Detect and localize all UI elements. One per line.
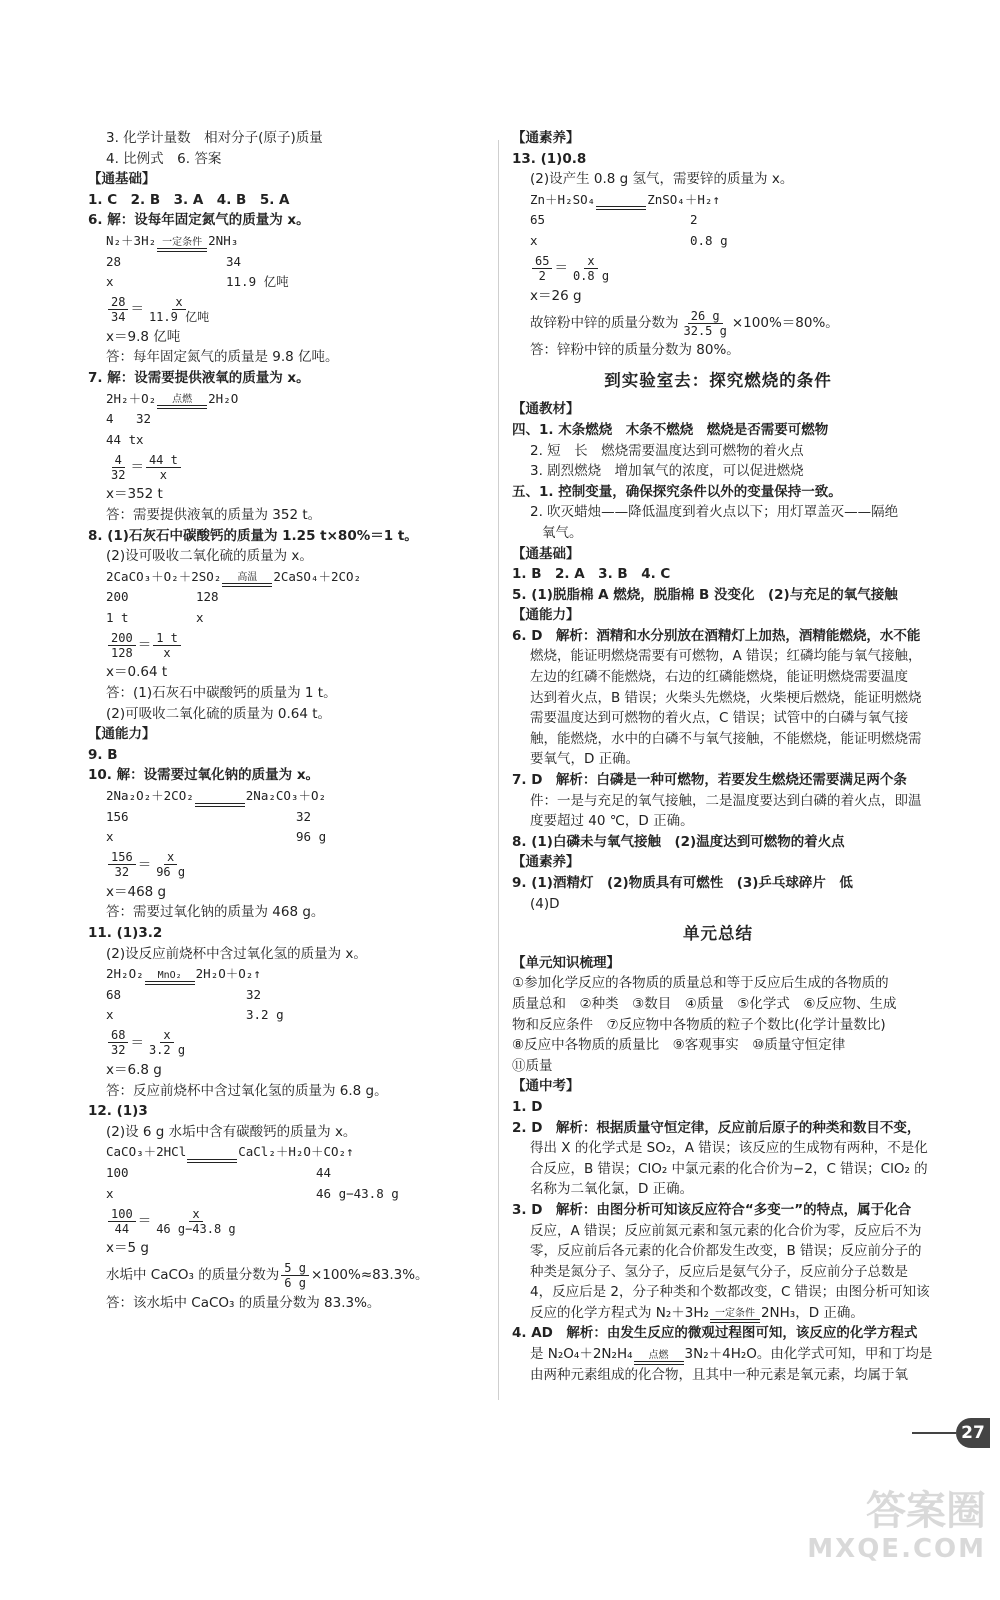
answer-line: (4)D bbox=[530, 895, 560, 912]
answer-line: 答：每年固定氮气的质量是 9.8 亿吨。 bbox=[106, 349, 339, 366]
analysis-line: 度要超过 40 ℃，D 正确。 bbox=[530, 813, 694, 830]
question-line: 6. 解：设每年固定氮气的质量为 x。 bbox=[88, 212, 310, 229]
answer-line: 8. (1)白磷未与氧气接触 (2)温度达到可燃物的着火点 bbox=[512, 833, 845, 850]
proportion: $\frac{4}{32}$ ＝ $\frac{44 t}{x}$ bbox=[88, 450, 488, 484]
text-line: (2)设可吸收二氧化硫的质量为 x。 bbox=[106, 548, 313, 565]
answer-line: 答：需要提供液氧的质量为 352 t。 bbox=[106, 506, 322, 523]
chemical-equation: Zn＋H₂SO₄ ZnSO₄＋H₂↑ bbox=[512, 190, 924, 211]
question-line: 10. 解：设需要过氧化钠的质量为 x。 bbox=[88, 767, 320, 784]
question-line: 7. 解：设需要提供液氧的质量为 x。 bbox=[88, 369, 310, 386]
answer-line: 2. 吹灭蜡烛——降低温度到着火点以下；用灯罩盖灭——隔绝 bbox=[530, 504, 899, 521]
analysis-line: 合反应，B 错误；ClO₂ 中氯元素的化合价为−2，C 错误；ClO₂ 的 bbox=[530, 1160, 928, 1177]
proportion: $\frac{65}{2}$ ＝ $\frac{x}{0.8 g}$ bbox=[512, 252, 924, 286]
chemical-equation: 2CaCO₃＋O₂＋2SO₂ 高温 2CaSO₄＋2CO₂ bbox=[88, 567, 488, 588]
section-tag: 【通教材】 bbox=[512, 401, 580, 418]
result-line: x＝6.8 g bbox=[106, 1061, 162, 1078]
answer-line: 1. D bbox=[512, 1098, 543, 1115]
analysis-line: 触，能燃烧，水中的白磷不与氧气接触，不能燃烧，能证明燃烧需 bbox=[530, 730, 922, 747]
answer-line: 9. (1)酒精灯 (2)物质具有可燃性 (3)乒乓球碎片 低 bbox=[512, 875, 853, 891]
left-column bbox=[88, 128, 488, 1313]
answer-line: 1. C 2. B 3. A 4. B 5. A bbox=[88, 191, 290, 208]
mass-line: 28 34 bbox=[106, 253, 242, 269]
chemical-equation: 2H₂＋O₂ 点燃 2H₂O bbox=[88, 389, 488, 410]
mass-line: x 3.2 g bbox=[106, 1007, 284, 1023]
mass-line: 68 32 bbox=[106, 986, 262, 1002]
mass-line: 1 t x bbox=[106, 609, 204, 625]
analysis-line: 燃烧，能证明燃烧需要有可燃物，A 错误；红磷均能与氧气接触， bbox=[530, 648, 922, 665]
column-divider bbox=[498, 140, 499, 1400]
result-line: x＝5 g bbox=[106, 1240, 149, 1257]
proportion: $\frac{68}{32}$ ＝ $\frac{x}{3.2 g}$ bbox=[88, 1026, 488, 1060]
proportion: $\frac{156}{32}$ ＝ $\frac{x}{96 g}$ bbox=[88, 848, 488, 882]
answer-line: 答：需要过氧化钠的质量为 468 g。 bbox=[106, 904, 325, 921]
analysis-line: 零，反应前后各元素的化合价都发生改变，B 错误；反应前分子的 bbox=[530, 1243, 922, 1260]
answer-line: 答：锌粉中锌的质量分数为 80%。 bbox=[530, 342, 740, 359]
answer-line: 答：该水垢中 CaCO₃ 的质量分数为 83.3%。 bbox=[106, 1294, 381, 1311]
knowledge-line: 质量总和 ②种类 ③数目 ④质量 ⑤化学式 ⑥反应物、生成 bbox=[512, 995, 897, 1012]
knowledge-line: ①参加化学反应的各物质的质量总和等于反应后生成的各物质的 bbox=[512, 975, 889, 992]
analysis-line: 是 N₂O₄＋2N₂H₄ 点燃 3N₂＋4H₂O。由化学式可知，甲和丁均是 bbox=[512, 1344, 924, 1365]
answer-line: 3. 剧烈燃烧 增加氧气的浓度，可以促进燃烧 bbox=[530, 463, 804, 480]
analysis-line: 件：一是与充足的氧气接触，二是温度要达到白磷的着火点，即温 bbox=[530, 792, 922, 809]
text-line: (2)设 6 g 水垢中含有碳酸钙的质量为 x。 bbox=[106, 1123, 357, 1140]
analysis-line: 7. D 解析：白磷是一种可燃物，若要发生燃烧还需要满足两个条 bbox=[512, 772, 907, 789]
watermark-url: MXQE.COM bbox=[807, 1534, 986, 1564]
analysis-line: 6. D 解析：酒精和水分别放在酒精灯上加热，酒精能燃烧，水不能 bbox=[512, 627, 921, 644]
mass-line: 4 32 bbox=[106, 411, 152, 427]
answer-line: 1. B 2. A 3. B 4. C bbox=[512, 566, 671, 583]
chemical-equation: N₂＋3H₂ 一定条件 2NH₃ bbox=[88, 231, 488, 252]
section-tag: 【通能力】 bbox=[88, 726, 156, 743]
question-line: 12. (1)3 bbox=[88, 1103, 148, 1120]
knowledge-line: ⑧反应中各物质的质量比 ⑨客观事实 ⑩质量守恒定律 bbox=[512, 1037, 846, 1054]
result-line: x＝468 g bbox=[106, 883, 167, 900]
page-number: 27 bbox=[956, 1418, 990, 1448]
text-line: 4. 比例式 6. 答案 bbox=[106, 150, 222, 167]
page-number-rule bbox=[912, 1432, 956, 1434]
analysis-line: 名称为二氧化氯，D 正确。 bbox=[530, 1181, 694, 1198]
section-tag: 【通基础】 bbox=[512, 545, 580, 562]
result-line: x＝352 t bbox=[106, 486, 163, 503]
analysis-line: 种类是氮分子、氢分子，反应后是氨气分子，反应前分子总数是 bbox=[530, 1263, 908, 1280]
mass-line: x 11.9 亿吨 bbox=[106, 274, 289, 290]
mass-line: 100 44 bbox=[106, 1164, 332, 1180]
watermark bbox=[796, 1488, 986, 1584]
analysis-line: 要氧气，D 正确。 bbox=[530, 751, 640, 768]
chemical-equation: 2Na₂O₂＋2CO₂ 2Na₂CO₃＋O₂ bbox=[88, 786, 488, 807]
section-tag: 【通能力】 bbox=[512, 607, 580, 624]
section-heading: 单元总结 bbox=[683, 924, 753, 944]
percentage-line: 水垢中 CaCO₃ 的质量分数为 $\frac{5 g}{6 g}$ ×100%≈83.3%。 bbox=[106, 1261, 429, 1291]
mass-line: 156 32 bbox=[106, 808, 312, 824]
mass-line: 200 128 bbox=[106, 589, 219, 605]
result-line: x＝0.64 t bbox=[106, 664, 168, 681]
result-line: x＝9.8 亿吨 bbox=[106, 328, 181, 345]
proportion: $\frac{200}{128}$ ＝ $\frac{1 t}{x}$ bbox=[88, 628, 488, 662]
answer-line: 四、1. 木条燃烧 木条不燃烧 燃烧是否需要可燃物 bbox=[512, 421, 829, 438]
text-line: 3. 化学计量数 相对分子(原子)质量 bbox=[106, 130, 323, 146]
answer-line: 答：反应前烧杯中含过氧化氢的质量为 6.8 g。 bbox=[106, 1082, 388, 1099]
reaction-condition: 点燃 bbox=[157, 394, 207, 409]
right-column bbox=[512, 128, 933, 1385]
analysis-line: 左边的红磷不能燃烧，右边的红磷能燃烧，能证明燃烧需要温度 bbox=[530, 669, 908, 686]
analysis-line: 由两种元素组成的化合物，且其中一种元素是氧元素，均属于氧 bbox=[530, 1366, 908, 1383]
reaction-condition: 一定条件 bbox=[710, 1308, 760, 1323]
section-tag: 【单元知识梳理】 bbox=[512, 954, 620, 971]
analysis-line: 3. D 解析：由图分析可知该反应符合“多变一”的特点，属于化合 bbox=[512, 1201, 912, 1218]
result-line: x＝26 g bbox=[530, 287, 582, 304]
analysis-line: 反应，A 错误；反应前氮元素和氢元素的化合价为零，反应后不为 bbox=[530, 1222, 922, 1239]
chemical-equation: 2H₂O₂ MnO₂ 2H₂O＋O₂↑ bbox=[88, 964, 488, 985]
mass-line: 65 2 bbox=[530, 212, 698, 228]
question-line: 13. (1)0.8 bbox=[512, 150, 587, 167]
watermark-brand: 答案圈 bbox=[866, 1488, 986, 1534]
section-tag: 【通素养】 bbox=[512, 854, 580, 871]
section-heading: 到实验室去：探究燃烧的条件 bbox=[604, 370, 832, 390]
proportion: $\frac{100}{44}$ ＝ $\frac{x}{46 g-43.8 g}$ bbox=[88, 1204, 488, 1238]
mass-line: x 0.8 g bbox=[530, 232, 728, 248]
percentage-line: 故锌粉中锌的质量分数为 $\frac{26 g}{32.5 g}$ ×100%＝80%。 bbox=[530, 308, 839, 338]
analysis-line: 需要温度达到可燃物的着火点，C 错误；试管中的白磷与氧气接 bbox=[530, 710, 909, 727]
mass-line: x 46 g−43.8 g bbox=[106, 1185, 399, 1201]
analysis-line: 4，反应后是 2，分子种类和个数都改变，C 错误；由图分析可知该 bbox=[530, 1284, 930, 1301]
answer-line: 氧气。 bbox=[542, 524, 583, 541]
answer-line: (2)可吸收二氧化硫的质量为 0.64 t。 bbox=[106, 705, 332, 722]
analysis-line: 反应的化学方程式为 N₂＋3H₂ 一定条件 2NH₃，D 正确。 bbox=[512, 1303, 924, 1324]
reaction-condition: 点燃 bbox=[634, 1350, 684, 1365]
section-tag: 【通素养】 bbox=[512, 130, 580, 146]
text-line: (2)设产生 0.8 g 氢气，需要锌的质量为 x。 bbox=[530, 171, 794, 188]
knowledge-line: ⑪质量 bbox=[512, 1057, 553, 1074]
mass-line: 44 tx bbox=[106, 431, 144, 447]
answer-line: 9. B bbox=[88, 746, 118, 763]
section-tag: 【通中考】 bbox=[512, 1078, 580, 1095]
analysis-line: 4. AD 解析：由发生反应的微观过程图可知，该反应的化学方程式 bbox=[512, 1325, 918, 1342]
answer-line: 2. 短 长 燃烧需要温度达到可燃物的着火点 bbox=[530, 442, 804, 459]
proportion: $\frac{28}{34}$ ＝ $\frac{x}{\text{11.9 亿吨}}$ bbox=[88, 293, 488, 327]
reaction-condition: 一定条件 bbox=[157, 237, 207, 252]
knowledge-line: 物和反应条件 ⑦反应物中各物质的粒子个数比(化学计量数比) bbox=[512, 1016, 886, 1033]
question-line: 8. (1)石灰石中碳酸钙的质量为 1.25 t×80%＝1 t。 bbox=[88, 527, 418, 544]
mass-line: x 96 g bbox=[106, 829, 327, 845]
reaction-condition: 高温 bbox=[222, 572, 272, 587]
analysis-line: 得出 X 的化学式是 SO₂，A 错误；该反应的生成物有两种，不是化 bbox=[530, 1140, 928, 1157]
answer-line: 答：(1)石灰石中碳酸钙的质量为 1 t。 bbox=[106, 685, 337, 702]
text-line: (2)设反应前烧杯中含过氧化氢的质量为 x。 bbox=[106, 945, 367, 962]
chemical-equation: CaCO₃＋2HCl CaCl₂＋H₂O＋CO₂↑ bbox=[88, 1142, 488, 1163]
answer-line: 5. (1)脱脂棉 A 燃烧，脱脂棉 B 没变化 (2)与充足的氧气接触 bbox=[512, 586, 898, 603]
answer-line: 五、1. 控制变量，确保探究条件以外的变量保持一致。 bbox=[512, 483, 842, 500]
section-tag: 【通基础】 bbox=[88, 171, 156, 188]
question-line: 11. (1)3.2 bbox=[88, 925, 163, 941]
reaction-condition: MnO₂ bbox=[145, 970, 195, 985]
analysis-line: 达到着火点，B 错误；火柴头先燃烧，火柴梗后燃烧，能证明燃烧 bbox=[530, 689, 922, 706]
analysis-line: 2. D 解析：根据质量守恒定律，反应前后原子的种类和数目不变， bbox=[512, 1119, 921, 1136]
